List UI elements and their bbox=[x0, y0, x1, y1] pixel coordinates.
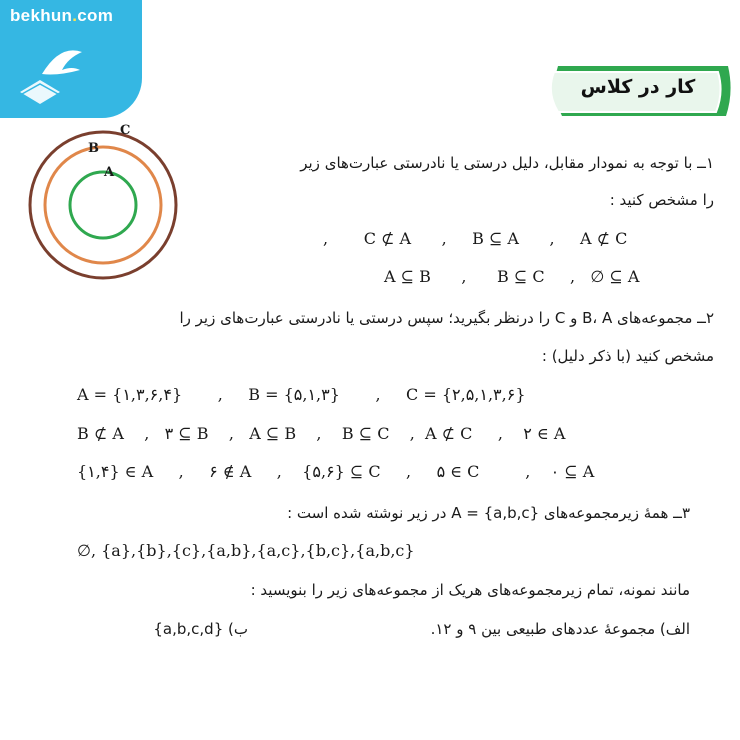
section-title: کار در کلاس bbox=[580, 76, 696, 98]
q1-row2: A ⊆ B , B ⊆ C , ∅ ⊆ A bbox=[384, 267, 640, 286]
logo-text: bekhun.com bbox=[10, 6, 114, 25]
circle-b bbox=[45, 147, 161, 263]
q1-line2: را مشخص کنید : bbox=[609, 191, 714, 209]
venn-diagram bbox=[28, 120, 178, 280]
book-icon bbox=[12, 34, 92, 114]
q3-line2: مانند نمونه، تمام زیرمجموعه‌های هریک از مجموعه‌های زیر را بنویسید : bbox=[250, 581, 690, 599]
q3-subsets: ∅, {a},{b},{c},{a,b},{a,c},{b,c},{a,b,c} bbox=[77, 541, 415, 560]
label-b: B bbox=[88, 141, 99, 156]
q1-line1: ۱ــ با توجه به نمودار مقابل، دلیل درستی یا نادرستی عبارت‌های زیر bbox=[300, 154, 714, 172]
q3-line1: ۳ــ همهٔ زیرمجموعه‌های {A = {a,b,c در زیر نوشته شده است : bbox=[287, 504, 690, 522]
q3-part-b: ب) {a,b,c,d} bbox=[153, 620, 248, 638]
site-logo[interactable] bbox=[0, 0, 142, 118]
q1-row1: , C ⊄ A , B ⊆ A , A ⊄ C bbox=[323, 229, 628, 248]
q2-row-a: B ⊄ A , ۳ ⊆ B , A ⊆ B , B ⊆ C , A ⊄ C , ۲ ∈ A bbox=[77, 424, 566, 443]
q2-line2: مشخص کنید (با ذکر دلیل) : bbox=[541, 347, 714, 365]
q2-line1: ۲ــ مجموعه‌های B، A و C را درنظر بگیرید؛ سپس درستی یا نادرستی عبارت‌های زیر را bbox=[179, 309, 714, 327]
circle-a bbox=[70, 172, 136, 238]
circle-c bbox=[30, 132, 176, 278]
q2-sets: A = {۱,۳,۶,۴} , B = {۵,۱,۳} , C = {۲,۵,۱,۳,۶} bbox=[77, 385, 526, 404]
q2-row-b: {۱,۴} ∈ A , ۶ ∉ A , {۵,۶} ⊆ C , ۵ ∈ C , ۰ ⊆ A bbox=[77, 462, 595, 481]
q3-part-a: الف) مجموعهٔ عددهای طبیعی بین ۹ و ۱۲. bbox=[430, 620, 690, 638]
label-c: C bbox=[120, 123, 131, 138]
label-a: A bbox=[104, 165, 115, 180]
